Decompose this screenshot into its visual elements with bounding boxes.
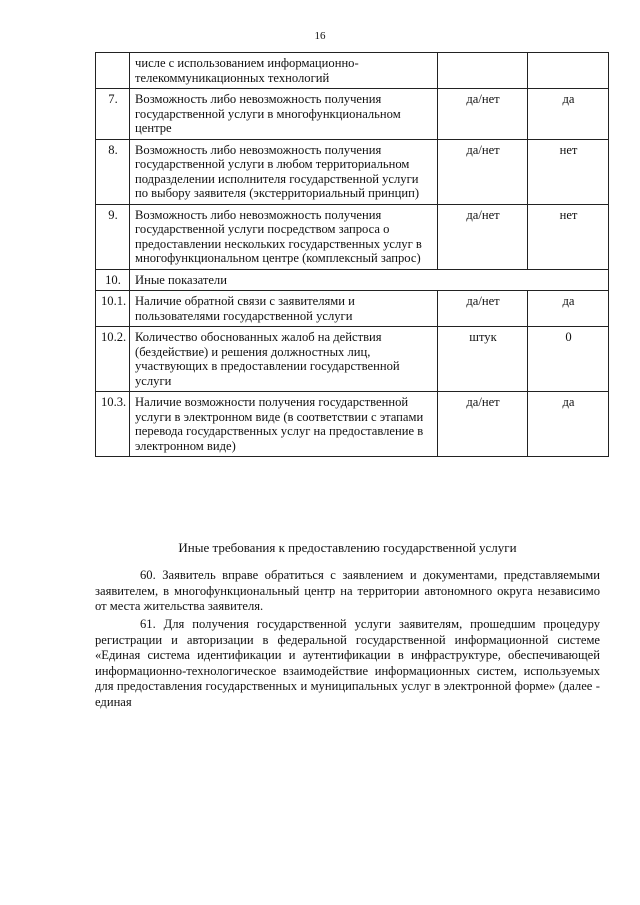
row-unit: да/нет (438, 89, 528, 140)
row-text: Наличие обратной связи с заявителями и пользователями государственной услуги (130, 291, 438, 327)
row-number: 8. (96, 139, 130, 204)
row-value: да (528, 89, 609, 140)
row-number (96, 53, 130, 89)
row-unit: да/нет (438, 291, 528, 327)
row-text: числе с использованием информационно-телекоммуникационных технологий (130, 53, 438, 89)
row-number: 10.2. (96, 327, 130, 392)
table-row (96, 89, 609, 140)
table-row (96, 291, 609, 327)
row-text: Количество обоснованных жалоб на действия (бездействие) и решения должностных лиц, участвующих в предоставлении государственной услуги (130, 327, 438, 392)
row-value: да (528, 392, 609, 457)
row-unit (438, 53, 528, 89)
table-row-section (96, 269, 609, 291)
row-number: 10.3. (96, 392, 130, 457)
table-row (96, 139, 609, 204)
table-row (96, 392, 609, 457)
row-text: Возможность либо невозможность получения государственной услуги в многофункциональном центре (130, 89, 438, 140)
table-row (96, 327, 609, 392)
row-number: 7. (96, 89, 130, 140)
row-text: Наличие возможности получения государственной услуги в электронном виде (в соответствии с этапами перевода государственных услуг на предоставление в электронном виде) (130, 392, 438, 457)
row-value: да (528, 291, 609, 327)
row-text: Возможность либо невозможность получения государственной услуги в любом территориальном подразделении исполнителя государственной услуги по выбору заявителя (экстерриториальный принцип) (130, 139, 438, 204)
row-unit: да/нет (438, 204, 528, 269)
row-text: Возможность либо невозможность получения государственной услуги посредством запроса о предоставлении нескольких государственных услуг в многофункциональном центре (комплексный запрос) (130, 204, 438, 269)
row-number: 9. (96, 204, 130, 269)
row-number: 10.1. (96, 291, 130, 327)
row-text: Иные показатели (130, 269, 609, 291)
row-value: нет (528, 204, 609, 269)
row-value (528, 53, 609, 89)
row-number: 10. (96, 269, 130, 291)
row-unit: штук (438, 327, 528, 392)
paragraph-60: 60. Заявитель вправе обратиться с заявлением и документами, представляемыми заявителем, в многофункциональный центр на территории автономного округа независимо от места жительства заявителя. (95, 568, 600, 613)
paragraph-61: 61. Для получения государственной услуги заявителям, прошедшим процедуру регистрации и авторизации в федеральной государственной информационной системе «Единая система идентификации и аутентификации в инфраструктуре, обеспечивающей информационно-технологическое взаимодействие информационных систем, используемых для предоставления государственных и муниципальных услуг в электронной форме» (далее - единая (95, 617, 600, 709)
section-heading: Иные требования к предоставлению государственной услуги (178, 540, 517, 555)
row-value: нет (528, 139, 609, 204)
row-unit: да/нет (438, 392, 528, 457)
page-number: 16 (314, 30, 326, 42)
row-value: 0 (528, 327, 609, 392)
table-row (96, 204, 609, 269)
table-row (96, 53, 609, 89)
indicators-table (95, 52, 609, 457)
row-unit: да/нет (438, 139, 528, 204)
